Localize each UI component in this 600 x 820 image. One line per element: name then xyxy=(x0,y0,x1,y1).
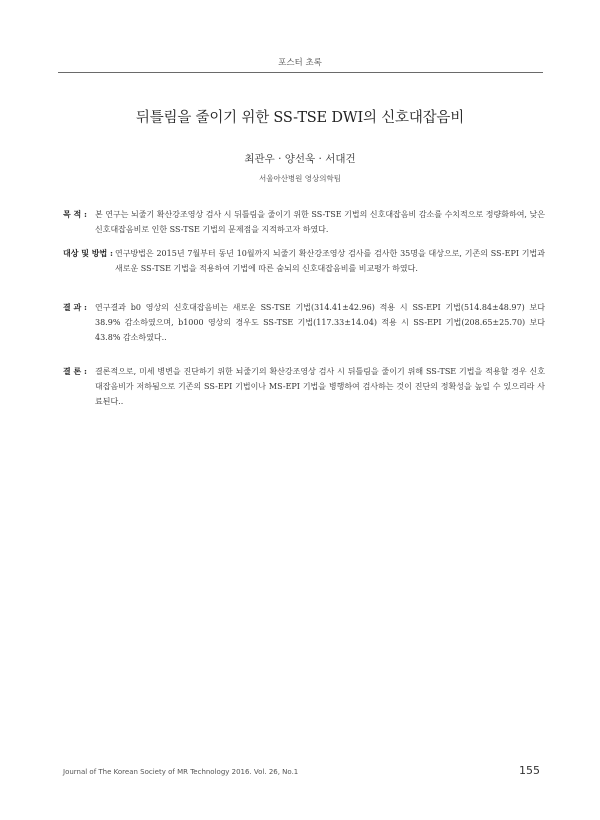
section-text: 연구결과 b0 영상의 신호대잡음비는 새로운 SS-TSE 기법(314.41±42.96) 적용 시 SS-EPI 기법(514.84±48.97) 보다 38.9% 감소하였으며, b1000 영상의 경우도 SS-TSE 기법(117.33±14.04) 적용 시 SS-EPI 기법(208.65±25.70) 보다 43.8% 감소하였다.. xyxy=(95,303,545,342)
section-header-label: 포스터 초록 xyxy=(278,58,322,68)
section-text: 본 연구는 뇌줄기 확산강조영상 검사 시 뒤틀림을 줄이기 위한 SS-TSE 기법의 신호대잡음비 감소를 수치적으로 정량화하여, 낮은 신호대잡음비로 인한 SS-TSE 기법의 문제점을 지적하고자 하였다. xyxy=(95,210,545,234)
section-text: 결론적으로, 미세 병변을 진단하기 위한 뇌줄기의 확산강조영상 검사 시 뒤틀림을 줄이기 위해 SS-TSE 기법을 적용할 경우 신호대잡음비가 저하됨으로 기존의 SS-EPI 기법이나 MS-EPI 기법을 병행하여 검사하는 것이 진단의 정확성을 높일 수 있으리라 사료된다.. xyxy=(95,367,545,406)
journal-citation: Journal of The Korean Society of MR Technology 2016. Vol. 26, No.1 xyxy=(63,768,299,776)
section-conclusion xyxy=(63,364,545,409)
section-methods xyxy=(63,246,545,276)
header-divider xyxy=(58,72,543,73)
section-label: 결 과 : xyxy=(63,302,87,312)
section-text: 연구방법은 2015년 7월부터 동년 10월까지 뇌줄기 확산강조영상 검사를 검사한 35명을 대상으로, 기존의 SS-EPI 기법과 새로운 SS-TSE 기법을 적용하여 기법에 따른 숨뇌의 신호대잡음비를 비교평가 하였다. xyxy=(115,249,545,273)
paper-title: 뒤틀림을 줄이기 위한 SS-TSE DWI의 신호대잡음비 xyxy=(135,110,465,126)
section-label: 결 론 : xyxy=(63,366,87,376)
section-purpose xyxy=(63,207,545,237)
section-label: 대상 및 방법 : xyxy=(63,248,113,258)
page-number: 155 xyxy=(519,764,540,777)
section-label: 목 적 : xyxy=(63,209,87,219)
authors: 최관우 · 양선욱 · 서대건 xyxy=(244,153,356,165)
affiliation: 서울아산병원 영상의학팀 xyxy=(258,174,342,183)
section-results xyxy=(63,300,545,345)
